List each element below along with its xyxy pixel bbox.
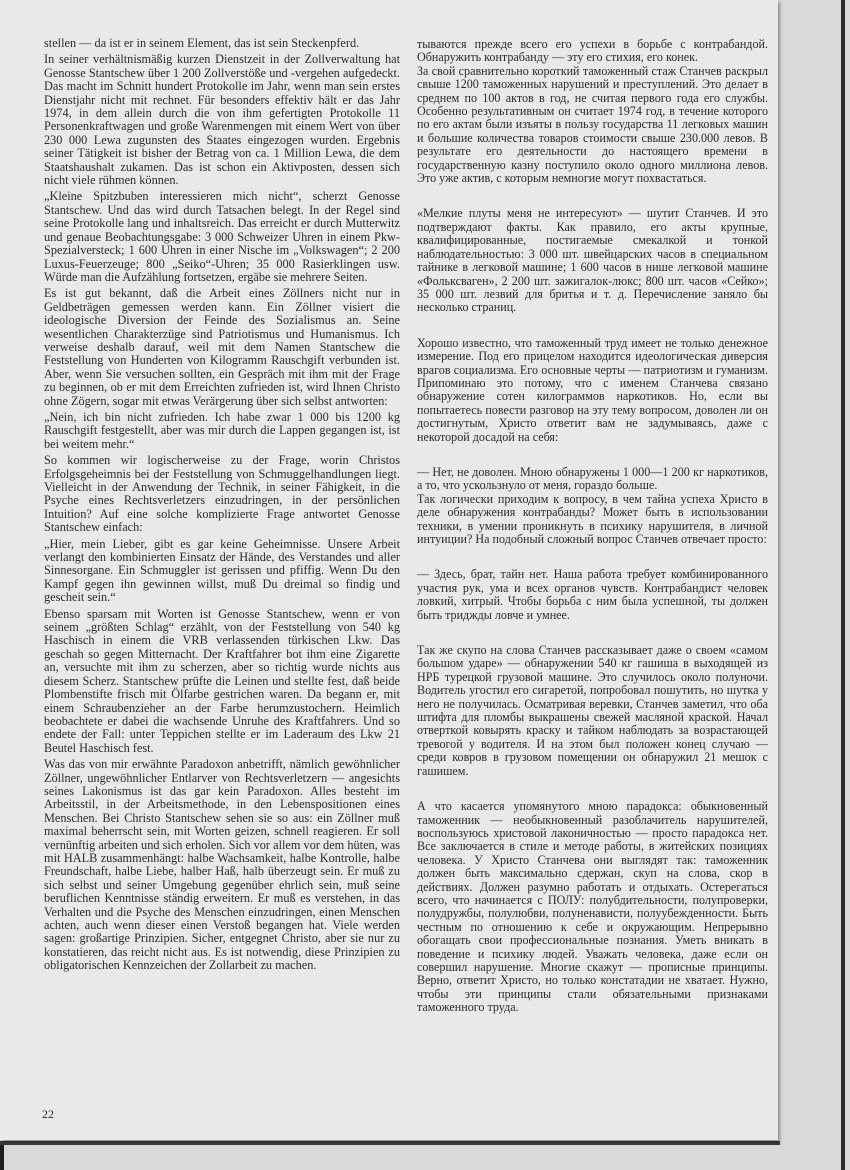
de-quote: „Hier, mein Lieber, gibt es gar keine Geheimnisse. Unsere Arbeit verlangt den kombinierten Einsatz der Hände, des Verstandes und aller Sinnesorgane. Ein Schmuggler ist gerissen und pfiffig. Wenn Du den Kampf gegen ihn gewinnen willst, muß Du dreimal so findig und gescheit sein.“: [44, 536, 400, 605]
paragraph-gap: [417, 315, 768, 337]
de-paragraph: So kommen wir logischerweise zu der Frage, worin Christos Erfolgsgeheimnis bei der Feststellung von Schmuggelhandlungen liegt. Vielleicht in der Anwendung der Technik, in seiner Fähigkeit, in die Psyche eines Rechtsverletzers einzudringen, in der persönlichen Intuition? Auf eine solche komplizierte Frage antwortet Genosse Stantschew einfach:: [44, 453, 400, 535]
german-column: [44, 37, 400, 976]
paragraph-gap: [417, 444, 768, 466]
ru-paragraph: Так логически приходим к вопросу, в чем тайна успеха Христо в деле обнаружения контрабанды? Может быть в использовании техники, в умении проникнуть в психику нарушителя, в личной интуиции? На подобный сложный вопрос Станчев отвечает просто:: [417, 491, 768, 546]
de-quote: „Nein, ich bin nicht zufrieden. Ich habe zwar 1 000 bis 1200 kg Rauschgift festgestellt, aber was mir durch die Lappen gegangen ist, ist bei weitem mehr.“: [44, 409, 400, 451]
de-paragraph: Ebenso sparsam mit Worten ist Genosse Stantschew, wenn er von seinem „größten Schlag“ erzählt, von der Feststellung von 540 kg Haschisch in einem die VRB verlassenden türkischen Lkw. Das geschah so gegen Mitternacht. Der Kraftfahrer bot ihm eine Zigarette an, versuchte mit ihm zu scherzen, aber so richtig wurde nichts aus diesem Scherz. Stantschew prüfte die Leinen und stellte fest, daß beide Plombenstifte frisch mit Ölfarbe gestrichen waren. Da begann er, mit einem Schraubenzieher an der Farbe herumzustochern. Heimlich beobachtete er dabei die wachsende Unruhe des Kraftfahrers. Und so endete der Fall: unter Teppichen stellte er im Laderaum des Lkw 21 Beutel Haschisch fest.: [44, 606, 400, 755]
paragraph-gap: [417, 622, 768, 644]
paragraph-gap: [417, 546, 768, 568]
russian-column: [417, 38, 768, 1015]
de-paragraph: Was das von mir erwähnte Paradoxon anbetrifft, nämlich gewöhnlicher Zöllner, ungewöhnlicher Entlarver von Rechtsverletzern — angesichts seines Lakonismus ist das gar kein Paradoxon. Alles besteht im Arbeitsstil, in der Arbeitsmethode, in den Lebenspositionen eines Menschen. Bei Christo Stantschew sehen sie so aus: ein Zöllner muß maximal beherrscht sein, mit Worten geizen, schnell reagieren. Er soll vernünftig arbeiten und sich erholen. Sich vor allem vor dem hüten, was mit HALB zusammenhängt: halbe Wachsamkeit, halbe Kontrolle, halbe Freundschaft, halbe Liebe, halber Haß, halb überzeugt sein. Er muß zu sich selbst und seiner Umgebung gegenüber ehrlich sein, muß seine beruflichen Kenntnisse ständig erweitern. Er muß es verstehen, in das Verhalten und die Psyche des Menschen einzudringen, einen Menschen achten, auch wenn dieser einen Verstoß begangen hat. Viele werden sagen: großartige Prinzipien. Sicher, entgegnet Christo, aber sie nur zu konstatieren, das reicht nicht aus. Es ist notwendig, diese Prinzipien zu obligatorischen Kennzeichen der Zollarbeit zu machen.: [44, 757, 400, 973]
paragraph-gap: [417, 778, 768, 800]
ru-paragraph: А что касается упомянутого мною парадокса: обыкновенный таможенник — необыкновенный разоблачитель нарушителей, воспользуюсь христовой лаконичностью — просто парадокса нет. Все заключается в стиле и методе работы, в житейских позициях человека. У Христо Станчева они выглядят так: таможенник должен быть максимально сдержан, скуп на слова, скор в действиях. Должен разумно работать и отдыхать. Остерегаться всего, что начинается с ПОЛУ: полубдительности, полупроверки, полудружбы, полулюбви, полуненависти, полуубежденности. Быть честным по отношению к себе и окружающим. Непрерывно обогащать свои профессиональные познания. Уметь вникать в поведение и психику людей. Уважать человека, даже если он совершил нарушение. Многие скажут — прописные принципы. Верно, ответит Христо, но только констатадии не хватает. Нужно, чтобы эти принципы стали обязательными признаками таможенного труда.: [417, 799, 768, 1015]
scanner-edge-right: [841, 0, 845, 1170]
ru-paragraph: За свой сравнительно короткий таможенный стаж Станчев раскрыл свыше 1200 таможенных нарушений и преступлений. Это делает в среднем по 100 актов в год, не считая первого года его службы. Особенно результативным он считает 1974 год, в течение которого по его актам были изъяты в пользу государства 11 легковых машин и большие количества товаров стоимости свыше 230.000 левов. В результате его деятельности до настоящего времени в государственную казну поступило около одного миллиона левов. Это уже актив, с которым немногие могут похвастаться.: [417, 63, 768, 186]
paragraph-gap: [417, 185, 768, 207]
ru-paragraph: «Мелкие плуты меня не интересуют» — шутит Станчев. И это подтверждают факты. Как правило, его акты крупные, квалифицированные, постигаемые смекалкой и тонкой наблюдательностью: 3 000 шт. швейцарских часов в специальном тайнике в легковой машине; 1 600 часов в нише легковой машине «Фольксваген», 2 200 шт. зажигалок-люкс; 800 шт. часов «Сейко»; 35 000 шт. лезвий для бритья и т. д. Перечисление заняло бы несколько страниц.: [417, 206, 768, 315]
scanner-edge-bottom: [0, 1141, 780, 1145]
de-paragraph: „Kleine Spitzbuben interessieren mich nicht“, scherzt Genosse Stantschew. Und das wird durch Tatsachen belegt. In der Regel sind seine Protokolle lang und inhaltsreich. Das erreicht er durch Mutterwitz und genaue Beobachtungsgabe: 3 000 Schweizer Uhren in einem Pkw-Spezialversteck; 1 600 Uhren in einer Nische im „Volkswagen“; 2 200 Luxus-Feuerzeuge; 800 „Seiko“-Uhren; 35 000 Rasierklingen usw. Würde man die Aufzählung fortsetzen, ergäbe sie mehrere Seiten.: [44, 189, 400, 284]
ru-quote: — Здесь, брат, тайн нет. Наша работа требует комбинированного участия рук, ума и всех органов чувств. Контрабандист человек ловкий, хитрый. Чтобы борьба с ним была успешной, ты должен быть триджды ловче и умнее.: [417, 567, 768, 622]
page-number: 22: [42, 1107, 54, 1121]
ru-paragraph: Хорошо известно, что таможенный труд имеет не только денежное измерение. Под его прицелом находится идеологическая диверсия врагов социализма. Его основные черты — патриотизм и гуманизм. Припоминаю это потому, что с именем Станчева связано обнаружение сотен килограммов наркотиков. Но, если вы попытаетесь повести разговор на эту тему вопросом, доволен ли он достигнутым, Христо ответит вам не задумываясь, даже с некоторой досадой на себя:: [417, 335, 768, 444]
de-paragraph: In seiner verhältnismäßig kurzen Dienstzeit in der Zollverwaltung hat Genosse Stantschew über 1 200 Zollverstöße und -vergehen aufgedeckt. Das macht im Schnitt hundert Protokolle im Jahr, wenn man sein erstes Dienstjahr nicht mit rechnet. Für besonders effektiv hält er das Jahr 1974, in dem allein durch die von ihm gefertigten Protokolle 11 Personenkraftwagen und große Warenmengen mit einem Wert von über 230 000 Lewa zugunsten des Staates eingezogen wurden. Ergebnis seiner Tätigkeit ist bisher der Betrag von ca. 1 Million Lewa, die dem Staatshaushalt zukamen. Das ist schon ein Aktivposten, dessen sich nicht viele rühmen können.: [44, 52, 400, 188]
ru-paragraph: Так же скупо на слова Станчев рассказывает даже о своем «самом большом ударе» — обнаружении 540 кг гашиша в выходящей из НРБ турецкой грузовой машине. Это случилось около полуночи. Водитель угостил его сигаретой, попробовал пошутить, но шутка у него не получилась. Осматривая веревки, Станчев заметил, что оба штифта для пломбы выкрашены свежей масляной краской. Начал отверткой ковырять краску и тайком наблюдать за возрастающей тревогой у водителя. И на этом был положен конец случаю — среди ковров в грузовом помещении он обнаружил 21 мешок с гашишем.: [417, 643, 768, 778]
de-paragraph: stellen — da ist er in seinem Element, das ist sein Steckenpferd.: [44, 36, 360, 50]
ru-paragraph: тываются прежде всего его успехи в борьбе с контрабандой. Обнаружить контрабанду — эту его стихия, его конек.: [417, 37, 768, 65]
de-paragraph: Es ist gut bekannt, daß die Arbeit eines Zöllners nicht nur in Geldbeträgen gemessen werden kann. Ein Zöllner visiert die ideologische Diversion der Feinde des Sozialismus an. Seine wesentlichen Charakterzüge sind Patriotismus und Humanismus. Ich verweise deshalb darauf, weil mit dem Namen Stantschew die Feststellung von Hunderten von Kilogramm Rauschgift verbunden ist. Aber, wenn Sie versuchen sollten, ein Gespräch mit ihm mit der Frage zu beginnen, ob er mit dem Erreichten zufrieden ist, wird Ihnen Christo ohne Zögern, sogar mit etwas Verärgerung über sich selbst antworten:: [44, 286, 400, 408]
scanner-edge-left: [0, 1145, 4, 1170]
ru-quote: — Нет, не доволен. Мною обнаружены 1 000—1 200 кг наркотиков, а то, что ускользнуло от меня, гораздо больше.: [417, 464, 768, 493]
